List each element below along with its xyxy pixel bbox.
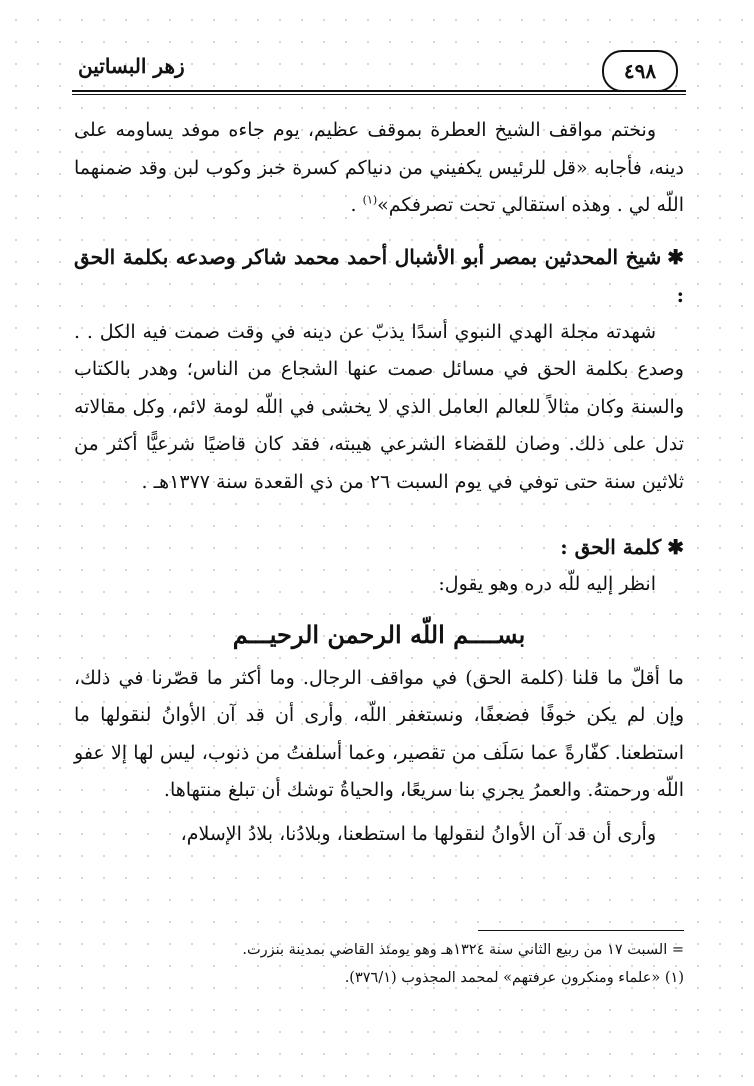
paragraph-text: ونختم مواقف الشيخ العطرة بموقف عظيم، يوم جاءه موفد يساومه على دينه، فأجابه «قل للرئيس يكفيني من دنياكم كسرة خبز وكوب لبن وقد ضمنهما اللّه لي . وهذه استقالي تحت تصرفكم» bbox=[74, 119, 684, 216]
paragraph-biography: شهدته مجلة الهدي النبوي أسدًا يذبّ عن دينه في وقت صمت فيه الكل . . وصدع بكلمة الحق في مسائل صمت عنها الشجاع من الناس؛ وهدر بالكتاب والسنة وكان مثالاً للعالم العامل الذي لا يخشى في اللّه لومة لائم، وكل مقالاته تدل على ذلك. وصان للقضاء الشرعي هيبته، فقد كان قاضيًا شرعيًّا أكثر من ثلاثين سنة حتى توفي في يوم السبت ٢٦ من ذي القعدة سنة ١٣٧٧هـ . bbox=[74, 320, 684, 493]
paragraph-closing-position bbox=[74, 112, 684, 225]
asterisk-icon: ✱ bbox=[667, 535, 684, 559]
header-rule bbox=[72, 90, 686, 95]
footnote-ref-1: (١) bbox=[362, 193, 378, 207]
main-text bbox=[74, 112, 684, 853]
footnotes bbox=[74, 936, 684, 992]
running-title: زهر البساتين bbox=[78, 54, 185, 78]
page-number: ٤٩٨ bbox=[602, 50, 678, 92]
basmala-calligraphy: بســــم اللّه الرحمن الرحيـــم bbox=[232, 619, 526, 649]
section-heading-word-of-truth bbox=[74, 528, 684, 566]
paragraph-quote: ما أقلّ ما قلنا (كلمة الحق) في مواقف الرجال. وما أكثر ما قصّرنا في ذلك، وإن لم يكن خوفًا فضعفًا، ونستغفر اللّه، وأرى أن قد آن الأوانُ لنقولها ما استطعنا. كفّارةً عما سَلَف من تقصير، وعما أسلفتُ من ذنوب، ليس لها إلا عفو اللّه ورحمتهُ. والعمرُ يجري بنا سريعًا، والحياةُ توشك أن تبلغ منتهاها. bbox=[74, 666, 684, 801]
footnote-continuation: = السبت ١٧ من ربيع الثاني سنة ١٣٢٤هـ وهو يومئذ القاضي بمدينة بنزرت. bbox=[242, 942, 684, 958]
heading-text: كلمة الحق : bbox=[560, 535, 662, 559]
section-heading-ahmad-shakir bbox=[74, 238, 684, 314]
page-header bbox=[72, 42, 686, 100]
paragraph-quote-continued: وأرى أن قد آن الأوانُ لنقولها ما استطعنا، وبلادُنا، بلادُ الإسلام، bbox=[180, 822, 656, 845]
paragraph-intro-quote: انظر إليه للّه دره وهو يقول: bbox=[438, 573, 656, 595]
asterisk-icon: ✱ bbox=[667, 244, 684, 269]
spacer bbox=[74, 501, 684, 515]
footnote-separator bbox=[478, 930, 684, 931]
paragraph-end: . bbox=[350, 194, 363, 216]
heading-text: شيخ المحدثين بمصر أبو الأشبال أحمد محمد شاكر وصدعه بكلمة الحق : bbox=[74, 244, 684, 307]
footnote-1: (١) «علماء ومنكرون عرفتهم» لمحمد المجذوب (٣٧٦/١). bbox=[344, 970, 684, 986]
